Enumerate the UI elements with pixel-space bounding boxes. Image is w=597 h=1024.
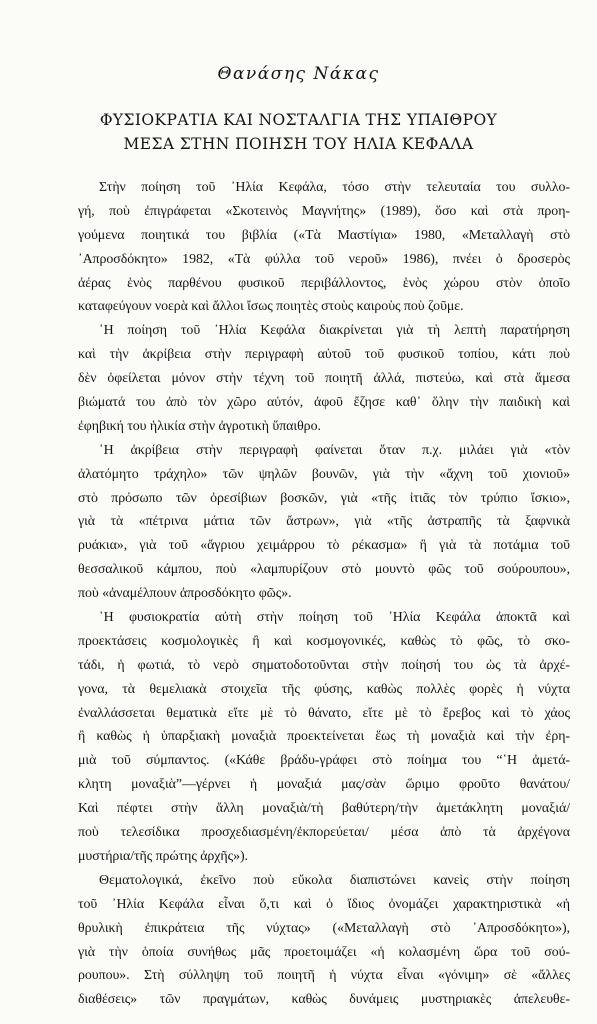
text-line: Θεματολογικά, ἐκεῖνο ποὺ εὔκολα διαπιστώνει κανεὶς στὴν ποίηση bbox=[99, 872, 570, 888]
text-line: κλητη μοναξιὰ”—γέρνει ἡ μοναξιά μας/σὰν ὥριμο φροῦτο θανάτου/ bbox=[78, 777, 570, 793]
text-line: μυστήρια/τῆς πρώτης ἀρχῆς»). bbox=[78, 848, 248, 864]
text-line: καταφεύγουν νοερὰ καὶ ἄλλοι ἴσως ποιητὲς στοὺς καιροὺς ποὺ ζοῦμε. bbox=[78, 299, 464, 315]
text-line: ἀλατόμητο τράχηλο» τῶν ψηλῶν βουνῶν, γιὰ τὴν «ἄχνη τοῦ χιονιοῦ» bbox=[78, 466, 570, 482]
text-line: μιὰ τοῦ σύμπαντος. («Κάθε βράδυ-γράφει στὸ ποίημα του “῾Η ἀμετά- bbox=[78, 753, 570, 769]
text-line: ῾Η φυσιοκρατία αὐτὴ στὴν ποίηση τοῦ ᾿Ηλία Κεφάλα ἀποκτᾶ καὶ bbox=[99, 610, 570, 626]
author-name: Θανάσης Νάκας bbox=[217, 64, 380, 84]
text-line: ποὺ τελεσίδικα προσχεδιασμένη/ἐκπορεύεται/ μέσα ἀπὸ τὰ ἀρχέγονα bbox=[78, 825, 570, 841]
text-line: Καὶ πέφτει στὴν ἄλλη μοναξιὰ/τὴ βαθύτερη/τὴν ἀμετάκλητη μοναξιά/ bbox=[78, 801, 570, 817]
text-line: γονα, τὰ θεμελιακὰ στοιχεῖα τῆς φύσης, καθὼς πολλὲς φορὲς ἡ νύχτα bbox=[78, 681, 570, 697]
text-line: διαθέσεις» τῶν πραγμάτων, καθὼς δυνάμεις μυστηριακὲς ἀπελευθε- bbox=[78, 992, 570, 1008]
text-line: ποὺ «ἀναμέλπουν ἀπροσδόκητο φῶς». bbox=[78, 586, 292, 602]
text-line: ρυάκια», γιὰ τοῦ «ἄγριου χειμάρρου τὸ ρέκασμα» ἢ γιὰ τὰ ποτάμια τοῦ bbox=[78, 538, 570, 554]
paragraph bbox=[78, 606, 570, 869]
text-line: γούμενα ποιητικά του βιβλία («Τὰ Μαστίγια» 1980, «Μεταλλαγὴ στὸ bbox=[78, 227, 570, 243]
text-line: ἐφηβική του ἡλικία στὴν ἀγροτικὴ ὕπαιθρο. bbox=[78, 418, 321, 434]
paragraph bbox=[78, 176, 570, 319]
paragraph bbox=[78, 439, 570, 606]
text-line: τοῦ ᾿Ηλία Κεφάλα εἶναι ὅ,τι καὶ ὁ ἴδιος ὀνομάζει χαρακτηριστικὰ «ἡ bbox=[78, 896, 570, 912]
text-line: ᾿Απροσδόκητο» 1982, «Τὰ φύλλα τοῦ νεροῦ» 1986), πνέει ὁ δροσερὸς bbox=[78, 251, 570, 267]
text-line: στὸ πρόσωπο τῶν ὀρεσίβιων βοσκῶν, γιὰ «τῆς ἰτιᾶς τὸν τρύπιο ἴσκιο», bbox=[78, 490, 570, 506]
paragraph bbox=[78, 869, 570, 1012]
article-title-line-2: ΜΕΣΑ ΣΤΗΝ ΠΟΙΗΣΗ ΤΟΥ ΗΛΙΑ ΚΕΦΑΛΑ bbox=[123, 135, 474, 153]
text-line: δὲν ὀφείλεται μόνον στὴν τέχνη τοῦ ποιητῆ ἀλλά, πιστεύω, καὶ στὰ ἄμεσα bbox=[78, 371, 570, 387]
text-line: καὶ τὴν ἀκρίβεια στὴν περιγραφὴ αὐτοῦ τοῦ φυσικοῦ τοπίου, κάτι ποὺ bbox=[78, 347, 570, 363]
text-line: ἐναλλάσσεται θεματικὰ εἴτε μὲ τὸ θάνατο, εἴτε μὲ τὸ ἔρεβος καὶ τὸ χάος bbox=[78, 705, 570, 721]
text-line: τάδι, ἡ φωτιά, τὸ νερὸ σηματοδοτοῦνται στὴν ποίησή του ὡς τὰ ἀρχέ- bbox=[78, 657, 570, 673]
text-line: θεσσαλικοῦ κάμπου, ποὺ «λαμπυρίζουν στὸ μουντὸ φῶς τοῦ σούρουπου», bbox=[78, 562, 570, 578]
text-line: Στὴν ποίηση τοῦ ᾿Ηλία Κεφάλα, τόσο στὴν τελευταία του συλλο- bbox=[99, 180, 570, 195]
text-line: ἢ καθὼς ἡ ὑπαρξιακὴ μοναξιὰ προεκτείνεται ἕως τὴ μοναξιὰ καὶ τὴν ἐρη- bbox=[78, 729, 570, 745]
text-line: ρουπου». Στὴ σύλληψη τοῦ ποιητῆ ἡ νύχτα εἶναι «γόνιμη» σὲ «ἄλλες bbox=[78, 968, 570, 984]
text-line: προεκτάσεις κοσμολογικὲς ἢ καὶ κοσμογονικές, καθὼς τὸ φῶς, τὸ σκο- bbox=[78, 633, 570, 649]
text-line: γή, ποὺ ἐπιγράφεται «Σκοτεινὸς Μαγνήτης» (1989), ὅσο καὶ στὰ προη- bbox=[78, 203, 570, 219]
article-title-line-1: ΦΥΣΙΟΚΡΑΤΙΑ ΚΑΙ ΝΟΣΤΑΛΓΙΑ ΤΗΣ ΥΠΑΙΘΡΟΥ bbox=[99, 111, 498, 129]
text-line: ῾Η ἀκρίβεια στὴν περιγραφὴ φαίνεται ὅταν π.χ. μιλάει γιὰ «τὸν bbox=[99, 442, 570, 458]
paragraph bbox=[78, 319, 570, 438]
text-line: ῾Η ποίηση τοῦ ᾿Ηλία Κεφάλα διακρίνεται γιὰ τὴ λεπτὴ παρατήρηση bbox=[99, 323, 570, 339]
text-line: γιὰ τὴν ὁποία συνήθως μᾶς προετοιμάζει «ἡ κολασμένη ὥρα τοῦ σού- bbox=[78, 944, 570, 960]
text-line: βιώματά του ἀπὸ τὸν χῶρο αὐτόν, ἀφοῦ ἔζησε καθ᾿ ὅλην τὴν παιδικὴ καὶ bbox=[78, 395, 570, 411]
text-line: θρυλικὴ ἐπικράτεια τῆς νύχτας» («Μεταλλαγὴ στὸ ᾿Απροσδόκητο»), bbox=[78, 920, 570, 936]
text-line: γιὰ τὰ «πέτρινα μάτια τῶν ἄστρων», γιὰ «τῆς ἀστραπῆς τὰ ξαφνικὰ bbox=[78, 514, 570, 530]
text-line: ἀέρας ἑνὸς παρθένου φυσικοῦ περιβάλλοντος, ἑνὸς χώρου στὸν ὁποῖο bbox=[78, 275, 570, 291]
article-body bbox=[78, 176, 570, 1012]
